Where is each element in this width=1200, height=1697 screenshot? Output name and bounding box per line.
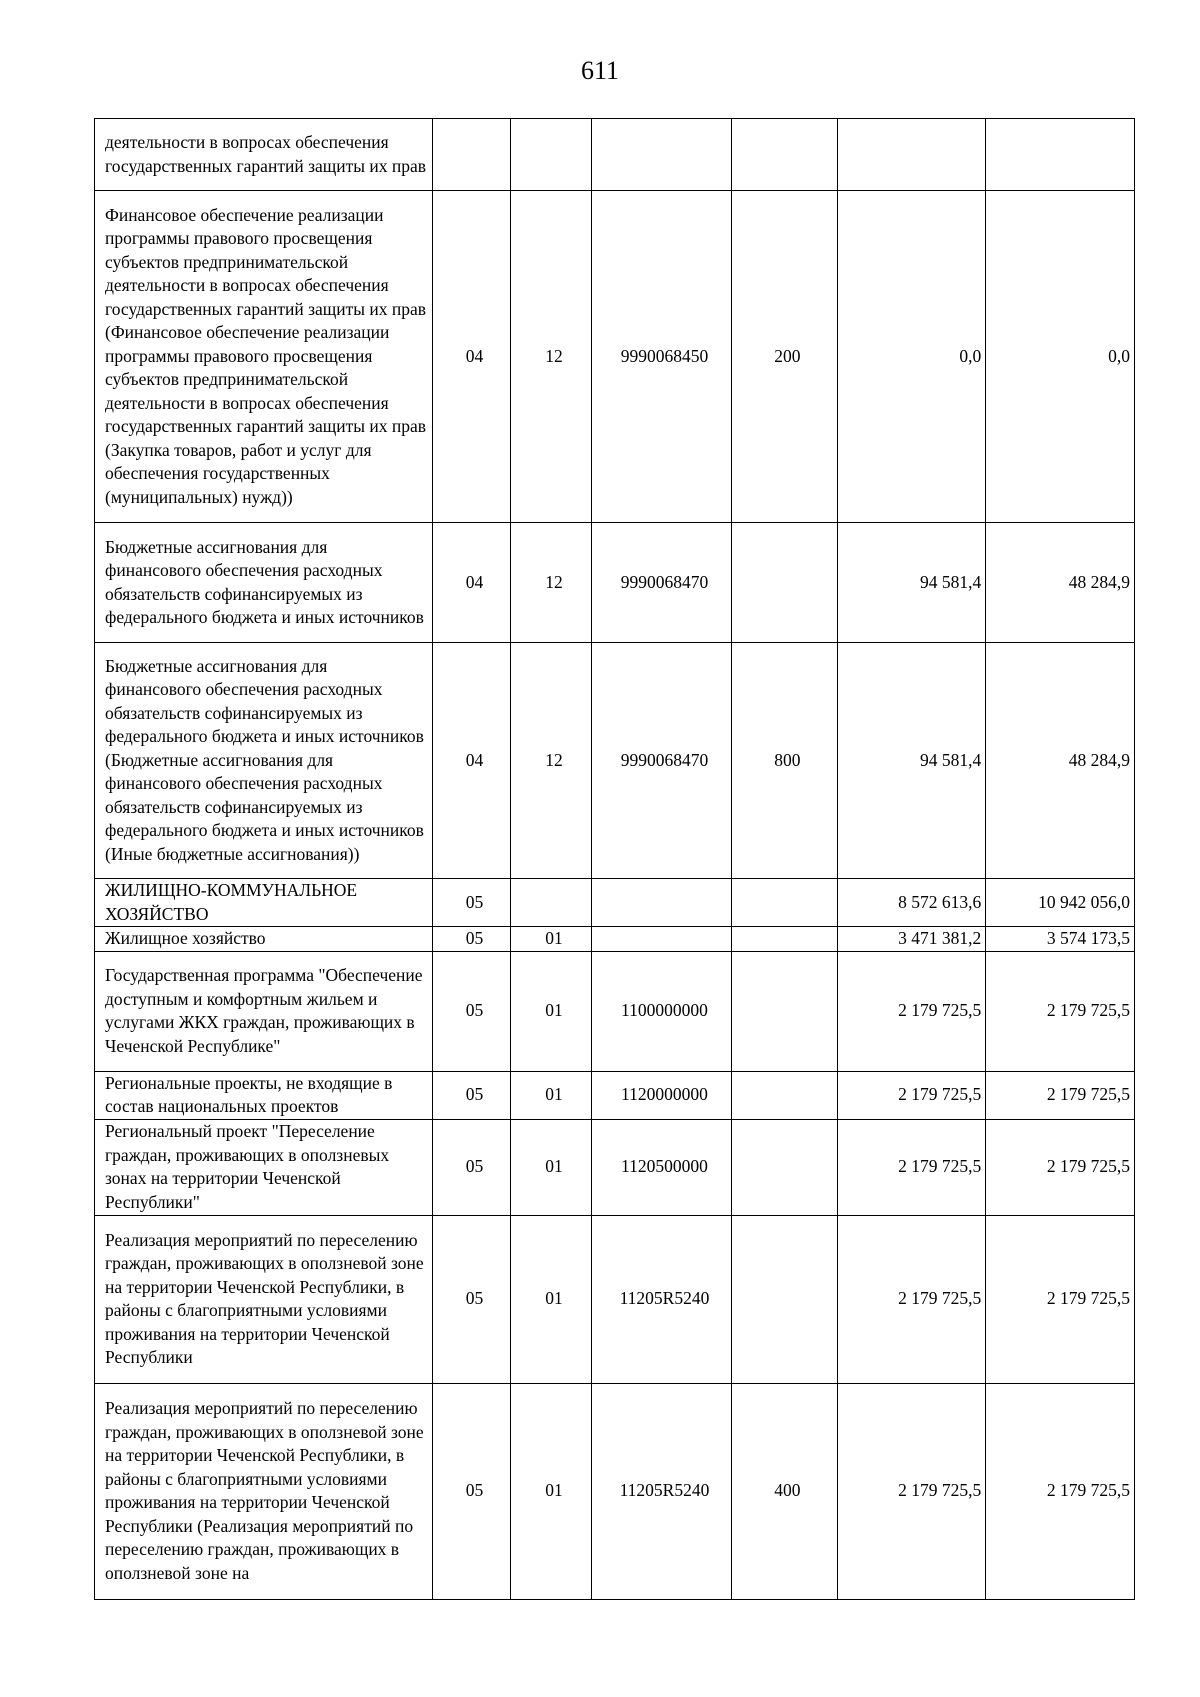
- row-expense-type: [732, 879, 837, 927]
- row-name: Региональный проект "Переселение граждан, проживающих в оползневых зонах на территории Чеченской Республики": [95, 1119, 433, 1215]
- table-row: [95, 951, 1135, 1071]
- row-subsection-code: 12: [511, 523, 592, 643]
- row-sum-2: 0,0: [986, 191, 1135, 523]
- row-section-code: 04: [432, 523, 510, 643]
- row-target-article: 1120500000: [591, 1119, 731, 1215]
- table-row: [95, 643, 1135, 879]
- row-sum-1: 2 179 725,5: [837, 951, 986, 1071]
- row-expense-type: [732, 523, 837, 643]
- row-name: Региональные проекты, не входящие в состав национальных проектов: [95, 1071, 433, 1119]
- row-sum-2: [986, 119, 1135, 191]
- row-expense-type: 200: [732, 191, 837, 523]
- row-section-code: 05: [432, 879, 510, 927]
- row-sum-1: 0,0: [837, 191, 986, 523]
- row-expense-type: [732, 927, 837, 952]
- row-section-code: 05: [432, 1071, 510, 1119]
- row-section-code: 05: [432, 927, 510, 952]
- row-sum-2: 10 942 056,0: [986, 879, 1135, 927]
- row-subsection-code: 01: [511, 951, 592, 1071]
- row-subsection-code: [511, 879, 592, 927]
- row-sum-2: 3 574 173,5: [986, 927, 1135, 952]
- row-sum-1: [837, 119, 986, 191]
- row-expense-type: 800: [732, 643, 837, 879]
- table-row: [95, 879, 1135, 927]
- row-expense-type: [732, 1215, 837, 1383]
- row-sum-1: 2 179 725,5: [837, 1383, 986, 1599]
- row-target-article: 9990068450: [591, 191, 731, 523]
- row-expense-type: [732, 951, 837, 1071]
- row-expense-type: [732, 1071, 837, 1119]
- row-name: Жилищное хозяйство: [95, 927, 433, 952]
- row-sum-1: 94 581,4: [837, 523, 986, 643]
- row-sum-2: 2 179 725,5: [986, 1383, 1135, 1599]
- row-sum-2: 2 179 725,5: [986, 1119, 1135, 1215]
- table-row: [95, 119, 1135, 191]
- row-name: Государственная программа "Обеспечение доступным и комфортным жильем и услугами ЖКХ граждан, проживающих в Чеченской Республике": [95, 951, 433, 1071]
- row-expense-type: 400: [732, 1383, 837, 1599]
- row-sum-2: 2 179 725,5: [986, 951, 1135, 1071]
- row-sum-2: 2 179 725,5: [986, 1071, 1135, 1119]
- table-row: [95, 1383, 1135, 1599]
- table-row: [95, 1119, 1135, 1215]
- table-row: [95, 927, 1135, 952]
- row-subsection-code: 01: [511, 1119, 592, 1215]
- row-section-code: 05: [432, 1215, 510, 1383]
- row-subsection-code: [511, 119, 592, 191]
- row-expense-type: [732, 1119, 837, 1215]
- row-subsection-code: 01: [511, 1215, 592, 1383]
- row-target-article: 11205R5240: [591, 1383, 731, 1599]
- row-sum-1: 2 179 725,5: [837, 1215, 986, 1383]
- row-subsection-code: 12: [511, 191, 592, 523]
- table-row: [95, 1071, 1135, 1119]
- row-section-code: 04: [432, 643, 510, 879]
- row-sum-2: 48 284,9: [986, 643, 1135, 879]
- row-target-article: [591, 879, 731, 927]
- row-section-code: [432, 119, 510, 191]
- row-subsection-code: 01: [511, 1383, 592, 1599]
- row-name: Реализация мероприятий по переселению граждан, проживающих в оползневой зоне на территории Чеченской Республики, в районы с благоприятными условиями проживания на территории Чеченской Республики: [95, 1215, 433, 1383]
- row-expense-type: [732, 119, 837, 191]
- row-target-article: 9990068470: [591, 523, 731, 643]
- row-section-code: 05: [432, 951, 510, 1071]
- row-target-article: 1100000000: [591, 951, 731, 1071]
- row-subsection-code: 01: [511, 1071, 592, 1119]
- row-name: Реализация мероприятий по переселению граждан, проживающих в оползневой зоне на территории Чеченской Республики, в районы с благоприятными условиями проживания на территории Чеченской Республики (Реализация мероприятий по переселению граждан, проживающих в оползневой зоне на: [95, 1383, 433, 1599]
- row-subsection-code: 12: [511, 643, 592, 879]
- row-sum-1: 94 581,4: [837, 643, 986, 879]
- row-target-article: 11205R5240: [591, 1215, 731, 1383]
- row-name: Бюджетные ассигнования для финансового обеспечения расходных обязательств софинансируемых из федерального бюджета и иных источников: [95, 523, 433, 643]
- row-sum-1: 8 572 613,6: [837, 879, 986, 927]
- row-sum-2: 48 284,9: [986, 523, 1135, 643]
- row-subsection-code: 01: [511, 927, 592, 952]
- row-target-article: [591, 119, 731, 191]
- row-sum-1: 2 179 725,5: [837, 1119, 986, 1215]
- row-name: Финансовое обеспечение реализации программы правового просвещения субъектов предпринимательской деятельности в вопросах обеспечения государственных гарантий защиты их прав (Финансовое обеспечение реализации программы правового просвещения субъектов предпринимательской деятельности в вопросах обеспечения государственных гарантий защиты их прав (Закупка товаров, работ и услуг для обеспечения государственных (муниципальных) нужд)): [95, 191, 433, 523]
- row-sum-2: 2 179 725,5: [986, 1215, 1135, 1383]
- row-sum-1: 2 179 725,5: [837, 1071, 986, 1119]
- table-row: [95, 191, 1135, 523]
- row-target-article: 9990068470: [591, 643, 731, 879]
- row-name: Бюджетные ассигнования для финансового обеспечения расходных обязательств софинансируемых из федерального бюджета и иных источников (Бюджетные ассигнования для финансового обеспечения расходных обязательств софинансируемых из федерального бюджета и иных источников (Иные бюджетные ассигнования)): [95, 643, 433, 879]
- row-section-code: 05: [432, 1119, 510, 1215]
- row-name: ЖИЛИЩНО-КОММУНАЛЬНОЕ ХОЗЯЙСТВО: [95, 879, 433, 927]
- table-row: [95, 1215, 1135, 1383]
- row-section-code: 04: [432, 191, 510, 523]
- row-name: деятельности в вопросах обеспечения государственных гарантий защиты их прав: [95, 119, 433, 191]
- row-target-article: 1120000000: [591, 1071, 731, 1119]
- row-sum-1: 3 471 381,2: [837, 927, 986, 952]
- table-row: [95, 523, 1135, 643]
- row-section-code: 05: [432, 1383, 510, 1599]
- row-target-article: [591, 927, 731, 952]
- page-number: 611: [580, 56, 620, 85]
- budget-table: [94, 118, 1135, 1600]
